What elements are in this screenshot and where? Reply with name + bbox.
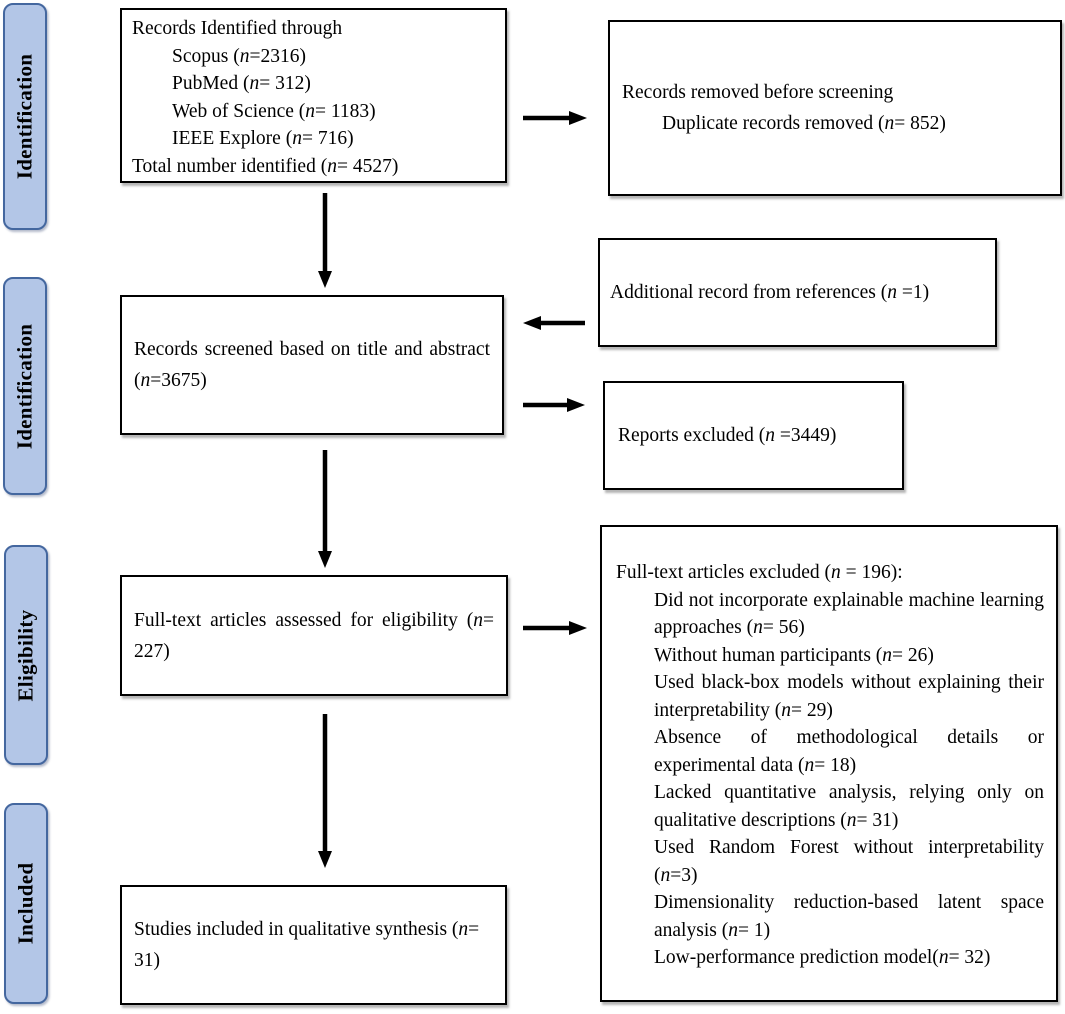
- stage-included: [4, 803, 48, 1004]
- stage-label: Eligibility: [13, 609, 38, 701]
- box-line: IEEE Explore (n= 716): [172, 128, 354, 149]
- box-records-screened: [120, 295, 504, 435]
- excluded-reason: Did not incorporate explainable machine learning approaches (n= 56): [654, 589, 1044, 638]
- arrow-down-screened-to-fulltext: [316, 450, 334, 568]
- box-records-removed: [608, 20, 1062, 196]
- excluded-reason: Low-performance prediction model(n= 32): [654, 947, 991, 968]
- excluded-reason: Without human participants (n= 26): [654, 644, 934, 666]
- box-title: Full-text articles excluded (n = 196):: [616, 562, 903, 583]
- box-text: Records screened based on title and abstract (n=3675): [134, 339, 490, 391]
- box-full-text-excluded: [600, 525, 1058, 1002]
- box-records-identified: [120, 8, 507, 183]
- arrow-right-fulltext-to-excluded: [523, 619, 587, 637]
- box-line: Duplicate records removed (n= 852): [662, 113, 946, 134]
- box-line: Total number identified (n= 4527): [132, 155, 399, 177]
- stage-identification-2: [3, 277, 47, 495]
- excluded-reason: Used black-box models without explaining their interpretability (n= 29): [654, 672, 1044, 721]
- box-text: Full-text articles assessed for eligibility (n= 227): [134, 609, 494, 662]
- box-studies-included: [120, 885, 507, 1005]
- stage-label: Identification: [12, 53, 37, 180]
- stage-label: Identification: [12, 323, 37, 449]
- arrow-right-identified-to-removed: [523, 109, 587, 127]
- box-additional-record: [598, 238, 997, 347]
- box-line: Scopus (n=2316): [172, 45, 306, 67]
- box-reports-excluded: [603, 381, 904, 490]
- excluded-reason: Absence of methodological details or experimental data (n= 18): [654, 727, 1044, 776]
- excluded-reason: Dimensionality reduction-based latent space analysis (n= 1): [654, 892, 1044, 941]
- box-full-text-assessed: [120, 575, 508, 696]
- arrow-down-identified-to-screened: [316, 193, 334, 288]
- box-text: Additional record from references (n =1): [610, 281, 930, 303]
- excluded-reason: Used Random Forest without interpretability (n=3): [654, 837, 1044, 886]
- stage-eligibility: [4, 545, 48, 765]
- box-line: Web of Science (n= 1183): [172, 100, 376, 122]
- box-line: Records Identified through: [132, 18, 343, 39]
- arrow-left-additional-to-screened: [523, 314, 585, 332]
- stage-identification-1: [3, 3, 47, 230]
- excluded-reason: Lacked quantitative analysis, relying only on qualitative descriptions (n= 31): [654, 782, 1044, 831]
- box-line: PubMed (n= 312): [172, 73, 311, 94]
- box-text: Reports excluded (n =3449): [618, 424, 837, 446]
- arrow-down-fulltext-to-included: [316, 714, 334, 868]
- box-text: Studies included in qualitative synthesis (n= 31): [134, 919, 480, 971]
- stage-label: Included: [13, 862, 38, 945]
- box-line: Records removed before screening: [622, 82, 894, 103]
- arrow-right-screened-to-reports-excluded: [523, 396, 585, 414]
